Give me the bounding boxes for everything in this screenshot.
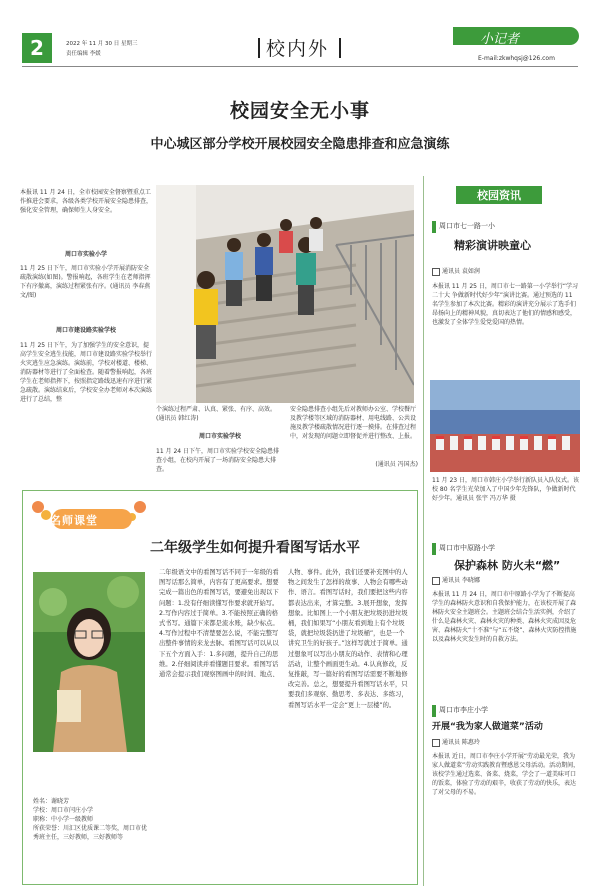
a2-byline-box	[432, 577, 440, 585]
a1-marker	[432, 221, 436, 233]
feature-title: 二年级学生如何提升看图写话水平	[150, 540, 360, 556]
a3-body: 本报讯 近日，周口市李庄小学开展“劳动最光荣，我为家人做道菜”劳动实践教育暨感恩父母活动。活动期间，该校学生通过选菜、备菜、烧菜，学会了一道美味可口的饭菜，体验了劳动的艰辛，收获了劳动的快乐，表达了对父母的不易。	[432, 753, 580, 796]
section-divider-left	[258, 38, 260, 58]
sidebar-divider	[423, 176, 424, 886]
a2-byline: 通讯员 李晓娜	[442, 577, 480, 584]
page-number: 2	[30, 36, 44, 60]
s1-title: 周口市实验小学	[64, 251, 107, 258]
a2-headline: 保护森林 防火未“燃”	[454, 559, 561, 572]
ceremony-caption: 11 月 23 日，周口市韩庄小学举行新队员入队仪式。该校 80 名学生光荣加入了中国少年先锋队，争做新时代好少年。通讯员 张宇 冯万华 摄	[432, 477, 579, 502]
main-title: 校园安全无小事	[229, 100, 370, 122]
email: E-mail:zkwhqsj@126.com	[478, 55, 555, 62]
a3-byline: 通讯员 陈惠玲	[442, 739, 480, 746]
a3-school: 周口市李庄小学	[439, 706, 488, 714]
col2-body-2: 11 月 24 日下午，周口市实验学校安全隐患排查小组，在校内开展了一场消防安全隐患大排查。	[156, 448, 279, 473]
a2-body: 本报讯 11 月 24 日，周口市中原路小学为了不断提高学生的森林防火意识和自我保护能力，在该校开展了森林防火安全主题班会。主题班会结合生活实例，介绍了什么是森林火灾、森林火灾的种类、森林火灾成因及危害、森林防火“十不准”与“五不烧”、森林火灾防控措施以及森林火灾发生时的自救方法。	[432, 591, 577, 643]
a2-school: 周口市中原路小学	[439, 544, 495, 552]
header-rule	[22, 66, 578, 67]
ceremony-photo	[430, 380, 580, 472]
col2-body: 个演练过程严肃、认真、紧张、有序、高效。(通讯员 韩红涛)	[156, 406, 277, 422]
a3-byline-box	[432, 739, 440, 747]
drill-photo	[156, 185, 414, 403]
a3-marker	[432, 705, 436, 717]
a1-byline-box	[432, 268, 440, 276]
teacher-caption: 姓名：谢晓芳 学校：周口市闫庄小学 职称：中小学一级教师 所获荣誉：川汇区优质课二等奖，周口市优秀班主任，三好教师，三好教师等	[33, 798, 148, 841]
col3-byline: (通讯员 冯国杰)	[375, 461, 418, 468]
a1-headline: 精彩演讲映童心	[454, 239, 531, 252]
a2-marker	[432, 543, 436, 555]
section-divider-right	[339, 38, 341, 58]
s1-body: 11 月 25 日下午，周口市实验小学开展消防安全疏散演练(如图)。警报响起，各班学生在老师指挥下有序撤离，演练过程紧张有序。(通讯员 李春燕 文/图)	[20, 265, 151, 299]
issue-date: 2022 年 11 月 30 日 星期三	[66, 41, 138, 47]
sidebar-title: 校园资讯	[477, 189, 521, 202]
col2-title: 周口市实验学校	[198, 433, 241, 440]
editor: 责任编辑 李媛	[66, 51, 101, 57]
a1-byline: 通讯员 袁如润	[442, 268, 480, 275]
feature-col-b: 人物、事件。此外，我们还要补充图中的人物之间发生了怎样的故事、人物会有哪些动作、语言。看图写话时，我们要把这些内容都表达出来，才算完整。3.展开想象，发挥想象。比如图上一个小朋友把垃圾扔进垃圾桶，我们如果写“小朋友看到地上有个垃圾袋，就把垃圾袋扔进了垃圾桶”，也是一个讲究卫生的好孩子。”这样写就过于简单。通过想象可以写出小朋友的动作、表情和心理活动，让整个画面更生动。4.认真修改，反复推敲，写一篇好的看图写话需要不断地修改完善。总之，想要提升看图写话水平，只要我们多观察、勤思考、多表达、多练习，看图写话水平一定会“更上一层楼”的。	[288, 569, 408, 709]
col3-body: 安全隐患排查小组先后对教师办公室、学校餐厅及教学楼等区域的消防器材、用电线路、公共设施及教学楼疏散情况进行逐一摸排。在排查过程中，对发现的问题立即督促并进行整改、上报。	[290, 406, 417, 440]
feature-tag: 名师课堂	[50, 514, 98, 527]
brand-text: 小记者	[480, 32, 520, 47]
s2-title: 周口市建设路实验学校	[55, 327, 116, 334]
lead-paragraph: 本报讯 11 月 24 日，全市校园安全督察暨重点工作推进会要求，各级各类学校开展安全隐患排查，强化安全管理，确保师生人身安全。	[20, 189, 153, 214]
section-title: 校内外	[266, 38, 330, 60]
a1-body: 本报讯 11 月 25 日，周口市七一路第一小学举行“学习二十大 争做新时代好少年”演讲比赛。通过预选的 11 名学生参加了本次比赛。精彩的演讲充分展示了选手们昂扬向上的精神风貌，真切表达了他们的情感和感受，也激发了全体学生爱党爱国的热情。	[432, 283, 579, 326]
main-subtitle: 中心城区部分学校开展校园安全隐患排查和应急演练	[150, 137, 450, 152]
a1-school: 周口市七一路一小	[439, 222, 495, 230]
feature-col-a: 二年级语文中的看图写话不同于一年级的看图写话那么简单，内容有了更高要求。想要完成一篇出色的看图写话，要避免出现以下问题：1.没有仔细读懂写作要求就开始写。2.写作内容过于简单。3.不能按照正确的格式书写。通篇下来都是流水账，缺少标点。4.写作过程中不清楚要怎么说，不能完整写出整件事情的来龙去脉。看图写话可以从以下五个方面入手：1.多问题，提升自己的思维。2.仔细阅读并看懂题目要求。看图写话通常会提示我们观察图画中的时间、地点、	[159, 569, 279, 679]
s2-body: 11 月 25 日下午，为了加强学生的安全意识，提高学生安全逃生技能，周口市建设路实验学校举行火灾逃生应急演练。演练前，学校对楼道、楼梯、消防器材等进行了全面检查。随着警报响起，各班学生在老师指挥下，按照指定路线迅速有序进行紧急疏散。演练结束后，学校安全办老师对本次演练进行了总结，整	[20, 342, 153, 403]
a3-headline: 开展“我为家人做道菜”活动	[432, 722, 543, 732]
teacher-photo	[33, 572, 145, 752]
